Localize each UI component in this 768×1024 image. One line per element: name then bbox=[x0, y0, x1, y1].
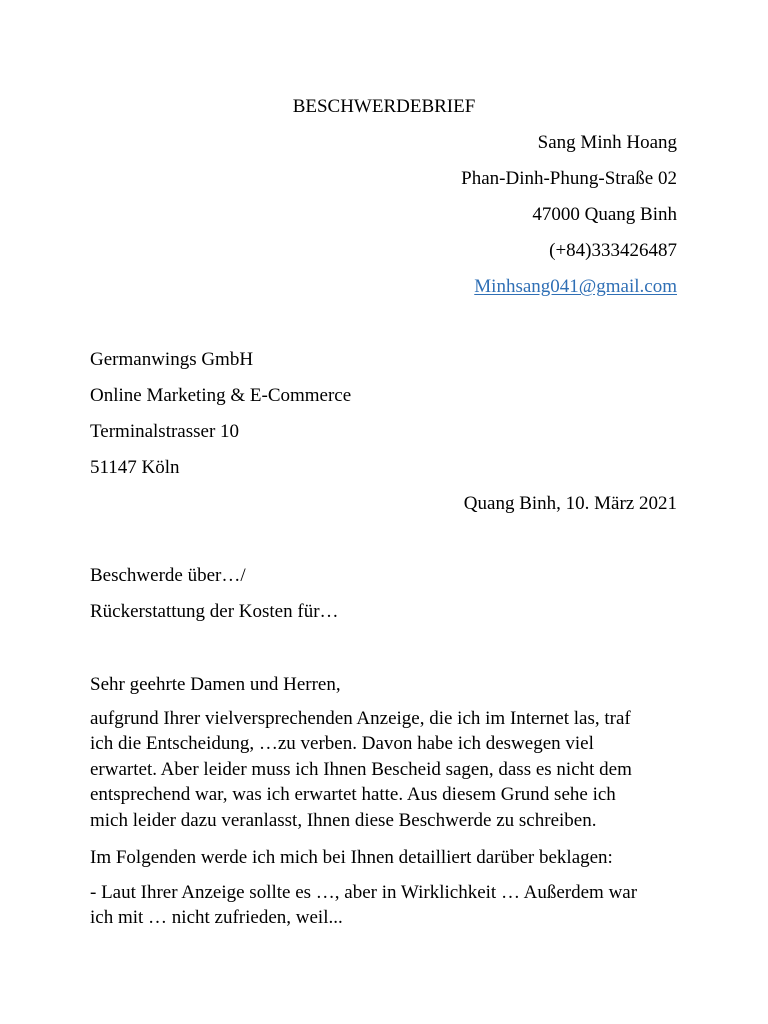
recipient-city: 51147 Köln bbox=[90, 457, 180, 478]
salutation: Sehr geehrte Damen und Herren, bbox=[90, 674, 341, 695]
bullet-line: - Laut Ihrer Anzeige sollte es …, aber in Wirklichkeit … Außerdem war bbox=[90, 882, 638, 903]
sender-city: 47000 Quang Binh bbox=[532, 204, 677, 225]
body-paragraph-1 bbox=[90, 706, 690, 833]
paragraph-line: entsprechend war, was ich erwartet hatte. Aus diesem Grund sehe ich bbox=[90, 784, 616, 806]
sender-email-link[interactable]: Minhsang041@gmail.com bbox=[474, 276, 677, 297]
paragraph-line: aufgrund Ihrer vielversprechenden Anzeige, die ich im Internet las, traf bbox=[90, 708, 631, 729]
paragraph-line: erwartet. Aber leider muss ich Ihnen Bescheid sagen, dass es nicht dem bbox=[90, 758, 632, 780]
recipient-street: Terminalstrasser 10 bbox=[90, 421, 240, 442]
recipient-department: Online Marketing & E-Commerce bbox=[90, 385, 352, 406]
sender-street: Phan-Dinh-Phung-Straße 02 bbox=[461, 168, 677, 189]
recipient-company: Germanwings GmbH bbox=[90, 349, 254, 370]
subject-line-1: Beschwerde über…/ bbox=[90, 565, 246, 586]
paragraph-line: mich leider dazu veranlasst, Ihnen diese Beschwerde zu schreiben. bbox=[90, 809, 597, 831]
sender-name: Sang Minh Hoang bbox=[537, 132, 677, 153]
body-paragraph-2: Im Folgenden werde ich mich bei Ihnen detailliert darüber beklagen: bbox=[90, 847, 613, 868]
sender-phone: (+84)333426487 bbox=[549, 240, 677, 261]
bullet-point-1 bbox=[90, 880, 690, 931]
paragraph-line: ich die Entscheidung, …zu verben. Davon habe ich deswegen viel bbox=[90, 733, 594, 755]
subject-line-2: Rückerstattung der Kosten für… bbox=[90, 601, 339, 622]
letter-title: BESCHWERDEBRIEF bbox=[292, 96, 476, 117]
place-date: Quang Binh, 10. März 2021 bbox=[463, 493, 677, 514]
bullet-line: ich mit … nicht zufrieden, weil... bbox=[90, 907, 343, 929]
